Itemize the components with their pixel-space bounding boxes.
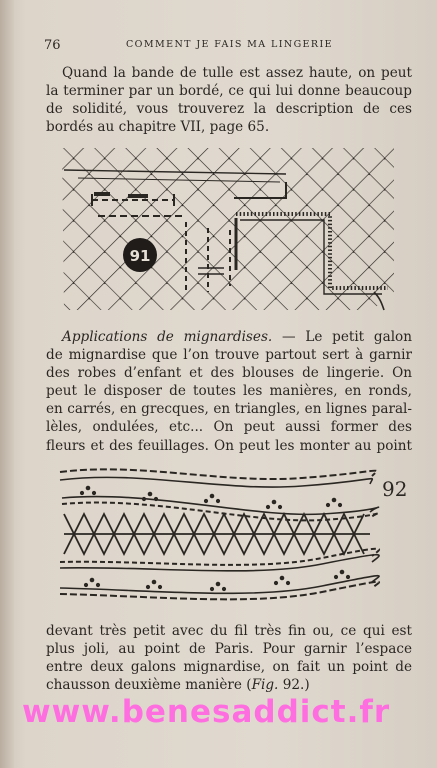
page-number: 76 bbox=[44, 38, 61, 53]
figure-91-tulle-illustration bbox=[58, 142, 398, 314]
text-line: peut le disposer de toutes les manières, en ronds, bbox=[46, 383, 412, 400]
text-line: Applications de mignardises. — Le petit galon bbox=[62, 329, 412, 345]
text-line: Quand la bande de tulle est assez haute, on peut bbox=[62, 65, 412, 81]
section-heading: Applications de mignardises. bbox=[62, 329, 273, 345]
text-line: de solidité, vous trouverez la description de ces bbox=[46, 101, 412, 118]
text-line: bordés au chapitre VII, page 65. bbox=[46, 119, 270, 136]
text-line: entre deux galons mignardise, on fait un point de bbox=[46, 659, 412, 676]
figure-91-number: 91 bbox=[129, 247, 151, 265]
figure-reference: Fig. bbox=[251, 677, 279, 694]
book-spine-shadow bbox=[0, 0, 14, 768]
text-line: en carrés, en grecques, en triangles, en lignes paral- bbox=[46, 401, 412, 418]
text-line: chausson deuxième manière (Fig. 92.) bbox=[46, 677, 310, 694]
text-line: devant très petit avec du fil très fin ou, ce qui est bbox=[46, 623, 412, 639]
figure-92-number: 92 bbox=[382, 477, 408, 501]
text-line: la terminer par un bordé, ce qui lui donne beaucoup bbox=[46, 83, 412, 100]
paragraph-tulle-border bbox=[46, 64, 412, 136]
figure-92-mignardise-illustration bbox=[52, 462, 420, 612]
paragraph-mignardise bbox=[46, 328, 412, 455]
page-header bbox=[40, 38, 410, 54]
paragraph-chausson-stitch bbox=[46, 622, 412, 694]
text-line: de mignardise que l’on trouve partout sert à garnir bbox=[46, 347, 412, 364]
watermark-url: www.benesaddict.fr bbox=[22, 694, 391, 730]
running-title: COMMENT JE FAIS MA LINGERIE bbox=[126, 39, 333, 50]
text-line: fleurs et des feuillages. On peut les monter au point bbox=[46, 437, 412, 454]
herringbone-stitch-band bbox=[64, 514, 370, 554]
text-line: plus joli, au point de Paris. Pour garnir l’espace bbox=[46, 641, 412, 658]
text-line: des robes d’enfant et des blouses de lingerie. On bbox=[46, 365, 412, 382]
text-line: lèles, ondulées, etc... On peut aussi former des bbox=[46, 419, 412, 436]
